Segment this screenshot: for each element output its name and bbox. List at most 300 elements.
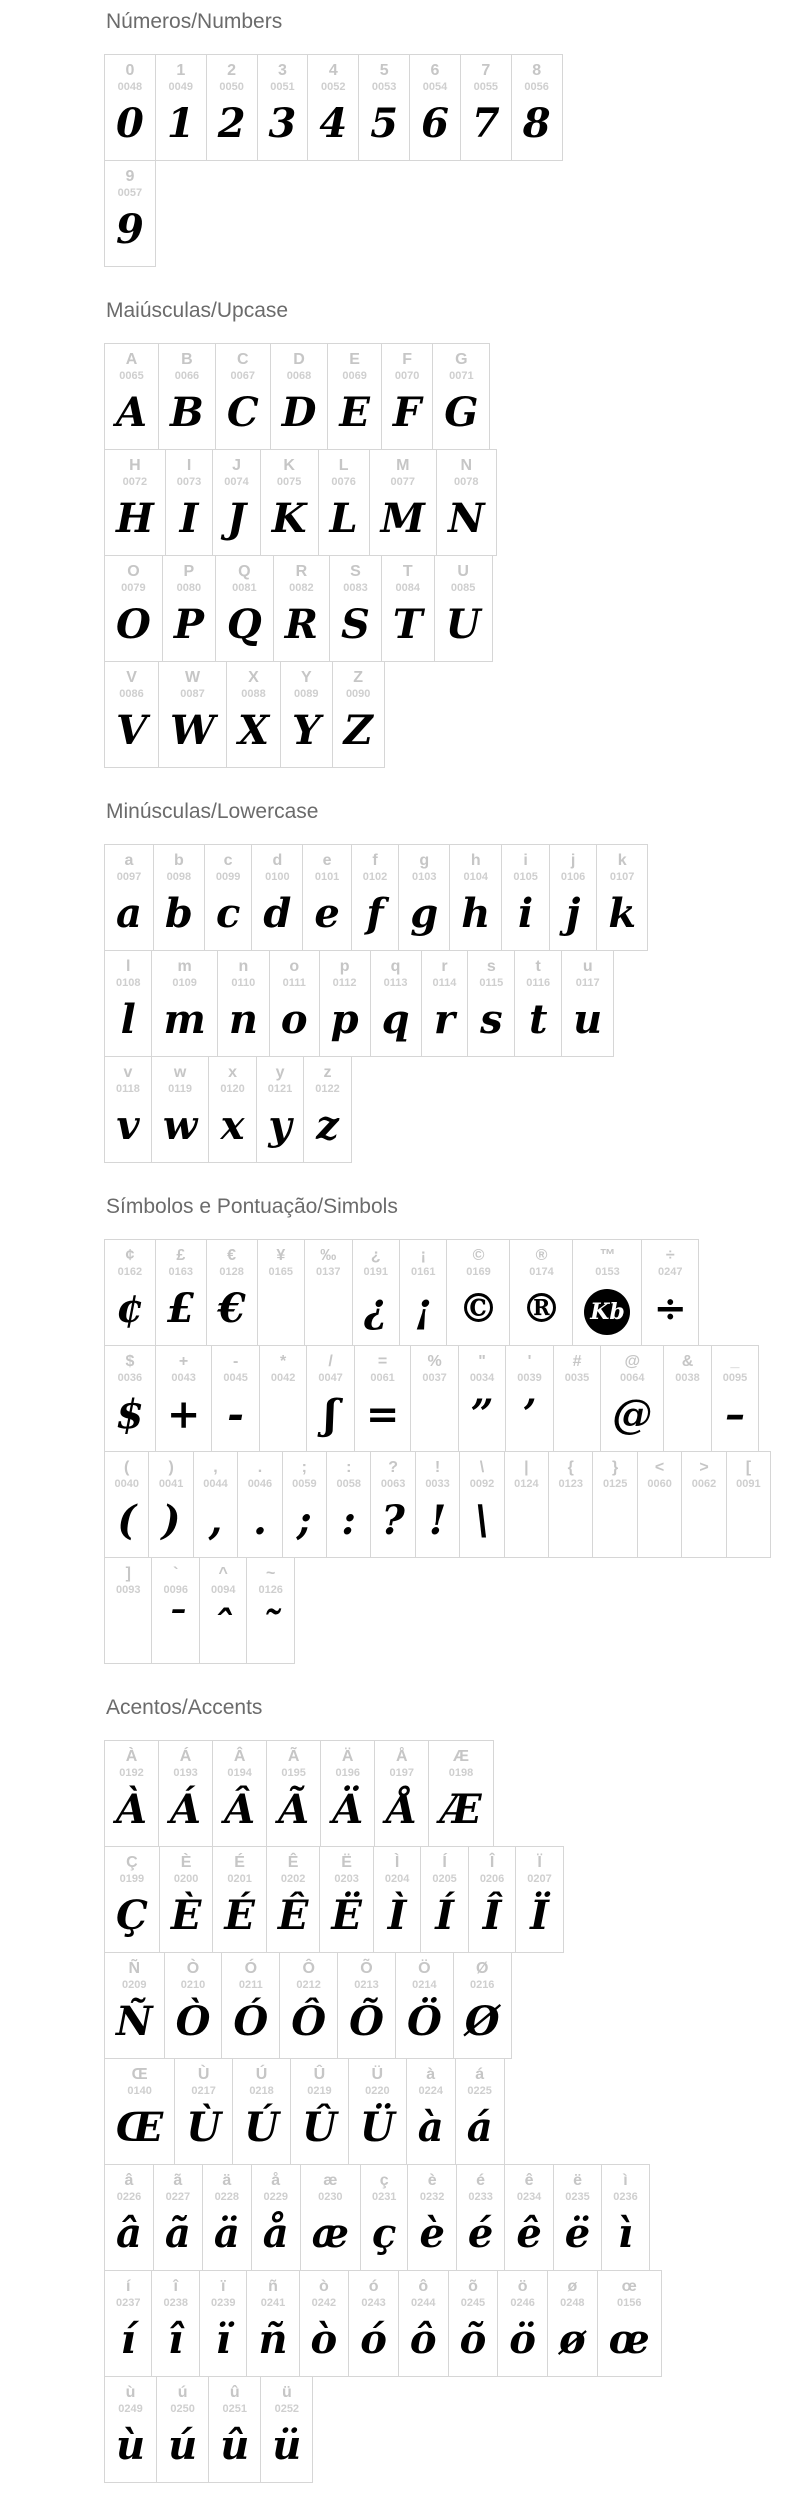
character-label: 5 — [379, 62, 389, 79]
unicode-code: 0111 — [282, 977, 306, 989]
glyph-preview: Ï — [530, 1892, 549, 1939]
character-label: Ø — [475, 1960, 489, 1977]
character-label: 4 — [328, 62, 338, 79]
character-label: 0 — [125, 62, 135, 79]
unicode-code: 0247 — [657, 1266, 683, 1278]
glyph-preview: ’ — [522, 1391, 537, 1438]
character-label: n — [238, 958, 249, 975]
glyph-preview: N — [447, 495, 485, 542]
glyph-preview: å — [262, 2210, 289, 2257]
unicode-code: 0082 — [289, 582, 314, 594]
unicode-code: 0066 — [174, 370, 200, 382]
glyph-cell-0108 — [104, 950, 152, 1057]
character-label: A — [125, 351, 138, 368]
glyph-preview: ¿ — [364, 1285, 388, 1332]
glyph-cell-0231 — [360, 2164, 408, 2271]
glyph-cell-0046 — [237, 1451, 282, 1558]
character-label: Ã — [287, 1748, 300, 1765]
glyph-preview: R — [284, 601, 319, 648]
character-label: p — [339, 958, 350, 975]
unicode-code: 0205 — [432, 1873, 457, 1885]
character-label: î — [173, 2278, 178, 2295]
character-label: k — [617, 852, 627, 869]
unicode-code: 0217 — [191, 2085, 216, 2097]
glyph-cell-0103 — [398, 844, 450, 951]
glyph-cell-0098 — [153, 844, 205, 951]
unicode-code: 0239 — [210, 2297, 236, 2309]
unicode-code: 0140 — [127, 2085, 152, 2097]
glyph-cell-0111 — [269, 950, 320, 1057]
glyph-cell-0251 — [208, 2376, 261, 2483]
unicode-code: 0090 — [345, 688, 371, 700]
unicode-code: 0091 — [736, 1478, 761, 1490]
unicode-code: 0246 — [510, 2297, 535, 2309]
glyph-cell-0201 — [212, 1846, 267, 1953]
character-section — [104, 1696, 770, 2483]
glyph-cell-0249 — [104, 2376, 157, 2483]
character-label: o — [289, 958, 300, 975]
character-label: Â — [233, 1748, 246, 1765]
unicode-code: 0078 — [453, 476, 479, 488]
glyph-preview: 2 — [217, 100, 246, 147]
character-label: : — [346, 1459, 352, 1476]
glyph-cell-0058 — [326, 1451, 371, 1558]
glyph-preview: ˆ — [213, 1603, 234, 1650]
glyph-cell-0097 — [104, 844, 154, 951]
character-label: æ — [323, 2172, 338, 2189]
unicode-code: 0037 — [422, 1372, 447, 1384]
character-label: r — [441, 958, 448, 975]
glyph-cell-0081 — [215, 555, 274, 662]
glyph-preview: ã — [164, 2210, 191, 2257]
character-label: V — [126, 669, 137, 686]
glyph-preview: ÷ — [653, 1285, 687, 1332]
glyph-cell-0206 — [468, 1846, 516, 1953]
glyph-preview: m — [163, 996, 206, 1043]
character-label: 7 — [481, 62, 491, 79]
glyph-preview: v — [116, 1102, 140, 1149]
glyph-preview: ö — [509, 2316, 536, 2363]
unicode-code: 0104 — [463, 871, 489, 883]
glyph-preview: z — [316, 1102, 339, 1149]
character-label: Y — [300, 669, 312, 686]
glyph-preview: p — [330, 996, 359, 1043]
character-label: T — [402, 563, 413, 580]
glyph-preview: ú — [168, 2422, 198, 2469]
character-label: 3 — [278, 62, 287, 79]
character-label: & — [681, 1353, 694, 1370]
character-label: @ — [624, 1353, 641, 1370]
glyph-cell-0088 — [226, 661, 281, 768]
character-label: | — [524, 1459, 529, 1476]
character-label: ù — [125, 2384, 136, 2401]
character-label: ( — [124, 1459, 130, 1476]
unicode-code: 0228 — [214, 2191, 240, 2203]
unicode-code: 0074 — [224, 476, 249, 488]
glyph-preview: ¢ — [116, 1285, 144, 1332]
character-label: á — [475, 2066, 485, 2083]
glyph-preview: Ç — [116, 1892, 148, 1939]
character-label: = — [377, 1353, 388, 1370]
glyph-cell-0106 — [549, 844, 597, 951]
glyph-preview: ç — [372, 2210, 397, 2257]
character-label: / — [328, 1353, 333, 1370]
unicode-code: 0080 — [176, 582, 202, 594]
glyph-cell-0137 — [304, 1239, 352, 1346]
glyph-cell-0053 — [358, 54, 410, 161]
character-label: v — [123, 1064, 133, 1081]
character-label: ø — [567, 2278, 578, 2295]
character-label: ¥ — [276, 1247, 286, 1264]
glyph-preview: u — [573, 996, 603, 1043]
unicode-code: 0063 — [380, 1478, 406, 1490]
glyph-cell-0119 — [151, 1056, 209, 1163]
character-label: - — [232, 1353, 239, 1370]
glyph-preview: Ø — [464, 1998, 500, 2045]
unicode-code: 0203 — [334, 1873, 359, 1885]
glyph-preview: 9 — [116, 206, 144, 253]
glyph-cell-0202 — [266, 1846, 321, 1953]
character-label: C — [237, 351, 249, 368]
character-label: ¡ — [420, 1247, 426, 1264]
character-label: ™ — [599, 1247, 616, 1264]
character-label: ? — [388, 1459, 399, 1476]
character-label: 1 — [176, 62, 186, 79]
character-label: + — [178, 1353, 189, 1370]
section-title: Números/Numbers — [106, 10, 283, 33]
section-title: Maiúsculas/Upcase — [106, 299, 289, 322]
glyph-preview: û — [220, 2422, 250, 2469]
character-label: \ — [479, 1459, 485, 1476]
character-label: ! — [434, 1459, 441, 1476]
unicode-code: 0248 — [560, 2297, 585, 2309]
glyph-cell-0156 — [597, 2270, 662, 2377]
glyph-cell-0245 — [448, 2270, 499, 2377]
unicode-code: 0113 — [383, 977, 408, 989]
unicode-code: 0128 — [219, 1266, 244, 1278]
character-label: ö — [517, 2278, 528, 2295]
unicode-code: 0056 — [524, 81, 549, 93]
glyph-row — [104, 2376, 770, 2483]
unicode-code: 0058 — [336, 1478, 361, 1490]
glyph-preview: Ó — [233, 1998, 269, 2045]
glyph-cell-0047 — [306, 1345, 354, 1452]
character-label: 8 — [532, 62, 542, 79]
character-label: ¿ — [370, 1247, 381, 1264]
glyph-cell-0051 — [257, 54, 309, 161]
glyph-cell-0225 — [455, 2058, 505, 2165]
glyph-cell-0244 — [398, 2270, 449, 2377]
character-label: M — [396, 457, 410, 474]
unicode-code: 0199 — [119, 1873, 145, 1885]
glyph-preview: á — [466, 2104, 493, 2151]
unicode-code: 0102 — [362, 871, 388, 883]
unicode-code: 0213 — [354, 1979, 379, 1991]
character-label: y — [275, 1064, 285, 1081]
unicode-code: 0235 — [565, 2191, 590, 2203]
glyph-preview: 3 — [268, 100, 297, 147]
unicode-code: 0123 — [558, 1478, 584, 1490]
character-label: ï — [220, 2278, 226, 2295]
character-label: û — [229, 2384, 240, 2401]
unicode-code: 0230 — [318, 2191, 343, 2203]
glyph-preview: é — [467, 2210, 494, 2257]
glyph-cell-0038 — [663, 1345, 711, 1452]
glyph-preview: c — [215, 890, 241, 937]
character-label: € — [227, 1247, 237, 1264]
unicode-code: 0099 — [215, 871, 241, 883]
glyph-row — [104, 1557, 770, 1664]
glyph-cell-0117 — [561, 950, 614, 1057]
character-label: Ù — [197, 2066, 210, 2083]
glyph-preview: H — [116, 495, 154, 542]
glyph-cell-0037 — [410, 1345, 458, 1452]
glyph-preview: k — [608, 890, 637, 937]
unicode-code: 0035 — [564, 1372, 590, 1384]
glyph-cell-0044 — [193, 1451, 238, 1558]
glyph-row — [104, 950, 770, 1057]
glyph-preview: t — [528, 996, 548, 1043]
glyph-cell-0075 — [260, 449, 319, 556]
character-label: D — [293, 351, 305, 368]
unicode-code: 0237 — [116, 2297, 141, 2309]
unicode-code: 0242 — [311, 2297, 337, 2309]
glyph-cell-0048 — [104, 54, 156, 161]
character-label: ] — [125, 1565, 131, 1582]
character-label: Î — [489, 1854, 495, 1871]
glyph-preview: € — [217, 1285, 246, 1332]
unicode-code: 0124 — [514, 1478, 539, 1490]
character-label: N — [460, 457, 472, 474]
glyph-cell-0084 — [381, 555, 435, 662]
unicode-code: 0075 — [276, 476, 302, 488]
glyph-cell-0085 — [434, 555, 493, 662]
glyph-cell-0093 — [104, 1557, 152, 1664]
glyph-cell-0252 — [260, 2376, 313, 2483]
character-label: Æ — [452, 1748, 469, 1765]
unicode-code: 0042 — [270, 1372, 296, 1384]
glyph-preview: a — [116, 890, 142, 937]
character-label: ~ — [266, 1565, 276, 1582]
character-label: S — [350, 563, 361, 580]
glyph-cell-0113 — [370, 950, 422, 1057]
character-label: L — [338, 457, 349, 474]
character-label: õ — [468, 2278, 478, 2295]
glyph-cell-0060 — [637, 1451, 682, 1558]
glyph-cell-0212 — [279, 1952, 338, 2059]
glyph-row — [104, 1740, 770, 1847]
glyph-cell-0169 — [446, 1239, 510, 1346]
glyph-preview: ˉ — [165, 1603, 186, 1650]
unicode-code: 0108 — [116, 977, 141, 989]
unicode-code: 0193 — [173, 1767, 198, 1779]
glyph-preview: œ — [608, 2316, 650, 2363]
unicode-code: 0039 — [517, 1372, 542, 1384]
glyph-cell-0099 — [204, 844, 252, 951]
glyph-row — [104, 555, 770, 662]
glyph-cell-0247 — [641, 1239, 699, 1346]
glyph-cell-0062 — [681, 1451, 726, 1558]
glyph-cell-0220 — [348, 2058, 407, 2165]
unicode-code: 0107 — [609, 871, 635, 883]
glyph-row — [104, 844, 770, 951]
glyph-cell-0163 — [155, 1239, 207, 1346]
unicode-code: 0101 — [314, 871, 340, 883]
glyph-cell-0219 — [290, 2058, 349, 2165]
glyph-preview: ï — [215, 2316, 231, 2363]
glyph-preview: È — [170, 1892, 202, 1939]
character-label: ® — [535, 1247, 548, 1264]
glyph-cell-0224 — [406, 2058, 456, 2165]
glyph-preview: î — [168, 2316, 184, 2363]
glyph-table — [104, 343, 770, 768]
glyph-cell-0033 — [415, 1451, 460, 1558]
character-label: ^ — [218, 1565, 228, 1582]
unicode-code: 0244 — [411, 2297, 436, 2309]
character-label: H — [129, 457, 141, 474]
glyph-preview: X — [237, 707, 270, 754]
glyph-table — [104, 1740, 770, 2483]
glyph-cell-0057 — [104, 160, 156, 267]
character-label: ì — [623, 2172, 628, 2189]
glyph-preview: ? — [381, 1497, 405, 1544]
character-label: ) — [168, 1459, 174, 1476]
character-label: Û — [313, 2066, 326, 2083]
character-label: U — [457, 563, 469, 580]
glyph-preview: ó — [360, 2316, 387, 2363]
glyph-preview: ë — [564, 2210, 591, 2257]
glyph-preview: æ — [311, 2210, 349, 2257]
glyph-cell-0214 — [395, 1952, 454, 2059]
glyph-row — [104, 2270, 770, 2377]
unicode-code: 0251 — [222, 2403, 247, 2415]
glyph-cell-0229 — [251, 2164, 301, 2271]
character-label: " — [478, 1353, 486, 1370]
glyph-preview: 5 — [370, 100, 399, 147]
character-label: ; — [301, 1459, 307, 1476]
glyph-preview: y — [268, 1102, 292, 1149]
character-label: } — [612, 1459, 619, 1476]
glyph-cell-0071 — [432, 343, 490, 450]
glyph-preview: è — [419, 2210, 445, 2257]
character-label: 9 — [125, 168, 135, 185]
unicode-code: 0097 — [116, 871, 142, 883]
character-label: ã — [173, 2172, 183, 2189]
glyph-cell-0076 — [318, 449, 370, 556]
glyph-preview: - — [227, 1391, 244, 1438]
unicode-code: 0219 — [307, 2085, 332, 2097]
glyph-cell-0054 — [409, 54, 461, 161]
character-label: J — [232, 457, 241, 474]
glyph-row — [104, 2164, 770, 2271]
unicode-code: 0096 — [163, 1584, 188, 1596]
unicode-code: 0064 — [620, 1372, 645, 1384]
character-label: É — [234, 1854, 245, 1871]
unicode-code: 0046 — [247, 1478, 273, 1490]
unicode-code: 0236 — [613, 2191, 638, 2203]
unicode-code: 0085 — [450, 582, 476, 594]
unicode-code: 0084 — [395, 582, 421, 594]
glyph-cell-0077 — [369, 449, 437, 556]
glyph-cell-0234 — [504, 2164, 553, 2271]
unicode-code: 0050 — [219, 81, 244, 93]
glyph-preview: ñ — [258, 2316, 288, 2363]
section-title: Minúsculas/Lowercase — [106, 800, 319, 823]
unicode-code: 0220 — [365, 2085, 390, 2097]
glyph-preview: C — [226, 389, 259, 436]
glyph-table — [104, 844, 770, 1163]
glyph-preview: É — [224, 1892, 255, 1939]
glyph-preview: \ — [474, 1497, 490, 1544]
glyph-cell-0242 — [299, 2270, 350, 2377]
character-label: ü — [281, 2384, 292, 2401]
glyph-cell-0083 — [329, 555, 382, 662]
glyph-cell-0122 — [303, 1056, 351, 1163]
glyph-preview: Í — [435, 1892, 454, 1939]
unicode-code: 0059 — [292, 1478, 317, 1490]
character-label: í — [126, 2278, 131, 2295]
unicode-code: 0081 — [232, 582, 257, 594]
glyph-preview: â — [116, 2210, 142, 2257]
glyph-cell-0059 — [282, 1451, 327, 1558]
character-label: Ï — [537, 1854, 542, 1871]
glyph-preview: Æ — [440, 1786, 482, 1833]
glyph-cell-0120 — [208, 1056, 256, 1163]
character-label: ñ — [268, 2278, 278, 2295]
unicode-code: 0165 — [268, 1266, 294, 1278]
glyph-cell-0092 — [459, 1451, 504, 1558]
glyph-cell-0238 — [151, 2270, 199, 2377]
glyph-row — [104, 2058, 770, 2165]
glyph-cell-0235 — [553, 2164, 602, 2271]
glyph-row — [104, 54, 770, 161]
glyph-cell-0094 — [199, 1557, 247, 1664]
character-label: Q — [238, 563, 251, 580]
unicode-code: 0094 — [210, 1584, 236, 1596]
glyph-preview: s — [480, 996, 503, 1043]
character-label: ¢ — [125, 1247, 135, 1264]
glyph-preview: + — [166, 1391, 201, 1438]
glyph-cell-0237 — [104, 2270, 152, 2377]
unicode-code: 0192 — [119, 1767, 144, 1779]
character-label: [ — [745, 1459, 752, 1476]
unicode-code: 0250 — [170, 2403, 195, 2415]
glyph-preview: P — [173, 601, 204, 648]
character-label: l — [126, 958, 131, 975]
character-label: Ú — [255, 2066, 268, 2083]
glyph-preview: 7 — [471, 100, 500, 147]
unicode-code: 0137 — [316, 1266, 341, 1278]
glyph-cell-0039 — [505, 1345, 553, 1452]
glyph-preview: V — [116, 707, 148, 754]
character-label: a — [124, 852, 134, 869]
glyph-cell-0042 — [259, 1345, 307, 1452]
unicode-code: 0083 — [343, 582, 368, 594]
glyph-preview: 0 — [116, 100, 144, 147]
glyph-cell-0036 — [104, 1345, 156, 1452]
character-label: f — [372, 852, 378, 869]
glyph-preview: , — [208, 1497, 223, 1544]
glyph-cell-0207 — [515, 1846, 563, 1953]
unicode-code: 0238 — [163, 2297, 188, 2309]
character-label: Í — [442, 1854, 447, 1871]
glyph-preview: – — [724, 1391, 745, 1438]
unicode-code: 0122 — [315, 1083, 340, 1095]
character-label: * — [279, 1353, 287, 1370]
unicode-code: 0125 — [602, 1478, 628, 1490]
glyph-cell-0197 — [374, 1740, 429, 1847]
glyph-row — [104, 1451, 770, 1558]
